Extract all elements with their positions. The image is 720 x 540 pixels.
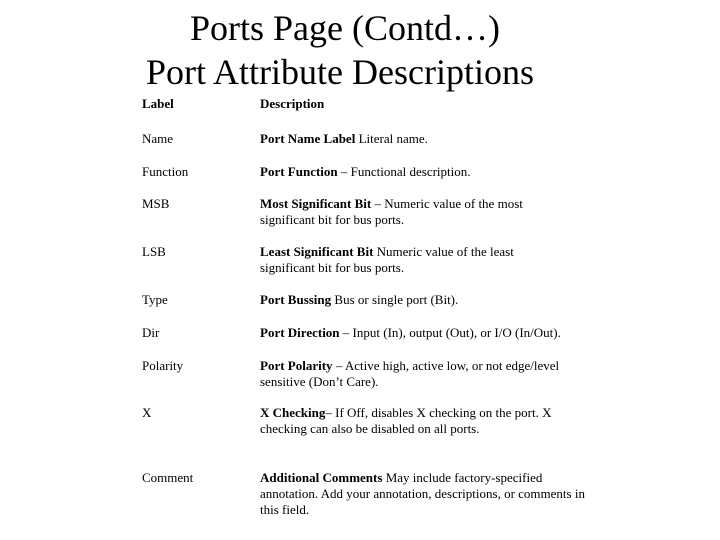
description-text: Functional description. [350,164,471,179]
term-least-significant-bit: Least Significant Bit [260,244,374,259]
term-port-function: Port Function [260,164,338,179]
term-separator: – [325,405,336,420]
term-separator: – [337,164,351,179]
description-text: Numeric value of the most significant bit for bus ports. [260,196,523,227]
row-description-msb [260,196,560,228]
row-label-name: Name [142,131,174,146]
term-port-bussing: Port Bussing [260,292,332,307]
row-description-polarity [260,358,600,390]
row-label-type: Type [142,292,168,307]
slide-title-line-1: Ports Page (Contd…) [190,8,500,48]
term-additional-comments: Additional Comments [260,470,383,485]
row-label-msb: MSB [142,196,170,211]
row-label-dir: Dir [142,325,160,340]
row-label-lsb: LSB [142,244,166,259]
description-column-header: Description [260,96,325,111]
description-text: Bus or single port (Bit). [334,292,459,307]
description-text: Active high, active low, or not edge/level sensitive (Don’t Care). [260,358,560,389]
row-description-x [260,405,590,437]
row-description-lsb [260,244,560,276]
row-description-comment [260,470,590,518]
label-column-header: Label [142,96,174,111]
term-separator: – [332,358,345,373]
row-label-x: X [142,405,152,420]
term-port-name-label: Port Name Label [260,131,356,146]
row-description-name [260,131,600,147]
description-text: May include factory-specified annotation. Add your annotation, descriptions, or comments in this field. [260,470,585,517]
row-label-function: Function [142,164,189,179]
description-text: Numeric value of the least significant bit for bus ports. [260,244,514,275]
description-text: Literal name. [358,131,428,146]
row-description-function [260,164,600,180]
term-separator: – [371,196,385,211]
row-label-comment: Comment [142,470,194,485]
term-port-polarity: Port Polarity [260,358,333,373]
term-port-direction: Port Direction [260,325,340,340]
term-most-significant-bit: Most Significant Bit [260,196,372,211]
description-text: Input (In), output (Out), or I/O (In/Out). [352,325,561,340]
term-separator: – [339,325,353,340]
term-x-checking: X Checking [260,405,326,420]
row-label-polarity: Polarity [142,358,184,373]
row-description-dir [260,325,620,341]
description-text: If Off, disables X checking on the port. X checking can also be disabled on all ports. [260,405,552,436]
slide-title-line-2: Port Attribute Descriptions [146,52,534,92]
row-description-type [260,292,600,308]
